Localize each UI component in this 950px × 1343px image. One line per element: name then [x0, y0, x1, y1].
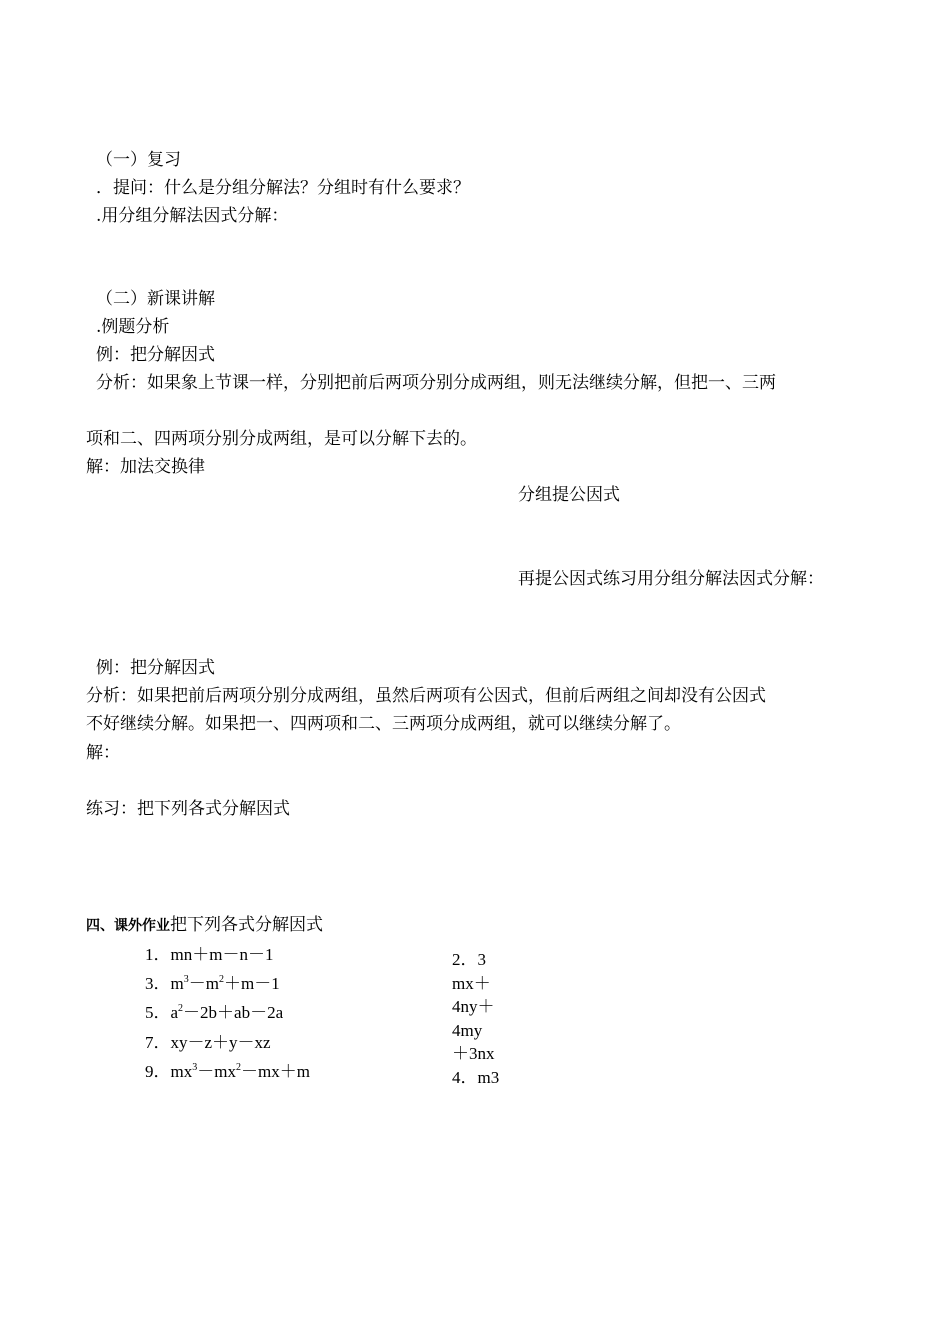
- homework-heading-rest: 把下列各式分解因式: [170, 915, 323, 935]
- example-1-solution: 解：加法交换律: [86, 457, 205, 477]
- homework-item-2-line: mx＋: [452, 973, 491, 993]
- homework-heading-bold: 四、课外作业: [86, 918, 170, 934]
- lesson-item-example-analysis: .例题分析: [96, 317, 170, 337]
- review-heading: （一）复习: [96, 150, 181, 170]
- homework-heading: [86, 914, 323, 937]
- homework-item-5: 5．$a^2-2b+ab-2a$: [145, 1003, 284, 1022]
- practice-heading: 练习：把下列各式分解因式: [86, 799, 290, 819]
- homework-item-3: 3．$m^3-m^2+m-1$: [145, 974, 280, 993]
- example-2-analysis-line-2: 不好继续分解。如果把一、四两项和二、三两项分成两组，就可以继续分解了。: [86, 714, 681, 734]
- example-2-analysis-line-1: 分析：如果把前后两项分别分成两组，虽然后两项有公因式，但前后两组之间却没有公因式: [86, 686, 766, 706]
- homework-item-2-line: 4ny＋: [452, 997, 495, 1016]
- homework-item-2-line: 2．3: [452, 950, 486, 969]
- review-question-2: .用分组分解法因式分解：: [96, 206, 289, 226]
- homework-item-4-line: 4．m3: [452, 1067, 500, 1087]
- step-extract-again: 再提公因式练习用分组分解法因式分解：: [518, 569, 824, 589]
- review-question-1: ．提问：什么是分组分解法？分组时有什么要求？: [96, 178, 470, 198]
- example-1-title: 例：把分解因式: [96, 345, 215, 365]
- lesson-heading: （二）新课讲解: [96, 289, 215, 309]
- example-1-analysis-line-1: 分析：如果象上节课一样，分别把前后两项分别分成两组，则无法继续分解，但把一、三两: [96, 373, 776, 393]
- homework-item-2-line: ＋3nx: [452, 1044, 495, 1063]
- example-1-analysis-line-2: 项和二、四两项分别分成两组，是可以分解下去的。: [86, 429, 477, 449]
- step-group-common-factor: 分组提公因式: [518, 485, 620, 505]
- homework-right-column-clipped: [452, 948, 512, 1087]
- homework-item-9: 9．$mx^3-mx^2-mx+m$: [145, 1062, 310, 1081]
- example-2-title: 例：把分解因式: [96, 658, 215, 678]
- example-2-solution: 解：: [86, 743, 120, 763]
- homework-item-1: 1．mn＋m－n－1: [145, 945, 274, 964]
- homework-item-7: 7．xy－z＋y－xz: [145, 1033, 271, 1052]
- homework-item-2-line: 4my: [452, 1020, 483, 1040]
